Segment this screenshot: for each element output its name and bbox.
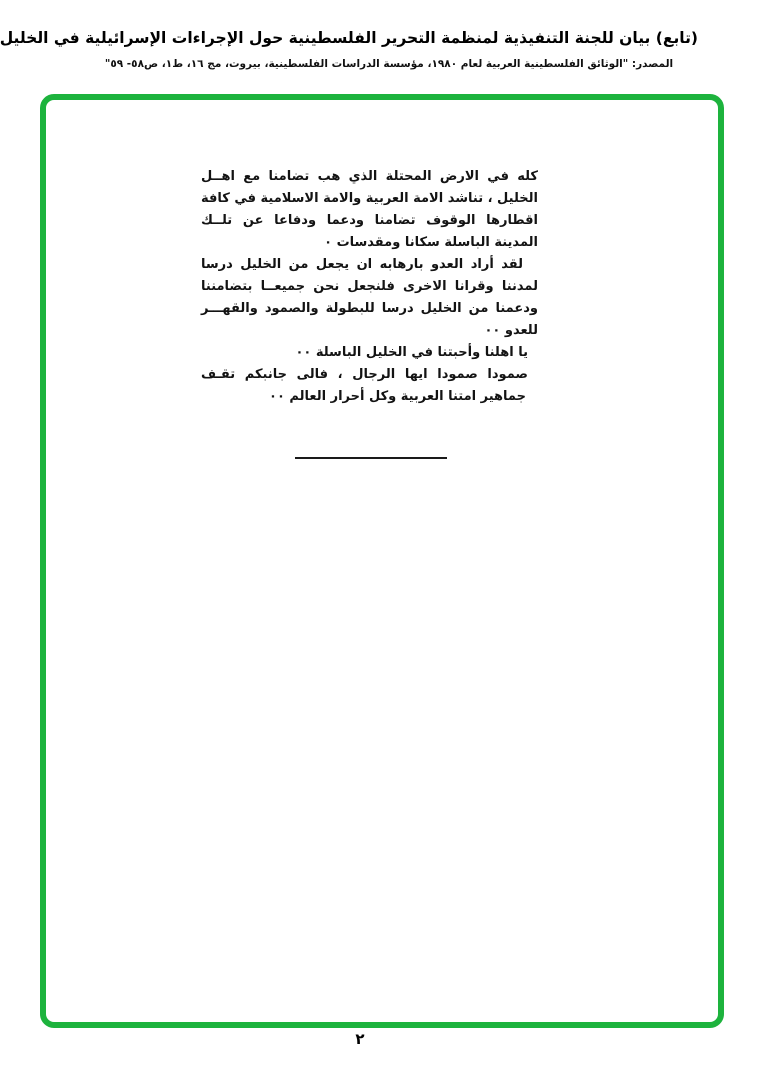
text-line: الخليل ، تناشد الامة العربية والامة الاسلامية في كافة [200, 191, 538, 206]
text-line: المدينة الباسلة سكانا ومقدسات ٠ [324, 235, 538, 250]
text-line: اقطارها الوقوف تضامنا ودعما ودفاعا عن تلــك [201, 213, 538, 228]
text-line: يا اهلنا وأحبتنا في الخليل الباسلة ٠٠ [295, 345, 528, 360]
text-line: صمودا صمودا ايها الرجال ، فالى جانبكم تقـف [201, 367, 528, 382]
text-line: كله في الارض المحتلة الذي هب تضامنا مع اهــل [201, 169, 538, 184]
page-header [0, 26, 758, 71]
section-divider [295, 457, 447, 459]
text-line: للعدو ٠٠ [484, 323, 538, 338]
text-line: لقد أراد العدو بارهابه ان يجعل من الخليل درسا [201, 257, 523, 272]
document-title: (تابع) بيان للجنة التنفيذية لمنظمة التحرير الفلسطينية حول الإجراءات الإسرائيلية في الخليل [0, 29, 698, 47]
text-line: ودعمنا من الخليل درسا للبطولة والصمود والقهـــر [201, 301, 538, 316]
document-body-text [201, 166, 538, 408]
text-line: لمدننا وقرانا الاخرى فلنجعل نحن جميعــا بتضامننا [201, 279, 538, 294]
document-source-citation: المصدر: "الوثائق الفلسطينية العربية لعام ١٩٨٠، مؤسسة الدراسات الفلسطينية، بيروت، مج ١٦، ط١، ص٥٨- ٥٩" [104, 58, 674, 70]
page-number: ٢ [355, 1030, 365, 1048]
text-line: جماهير امتنا العربية وكل أحرار العالم ٠٠ [269, 389, 526, 404]
